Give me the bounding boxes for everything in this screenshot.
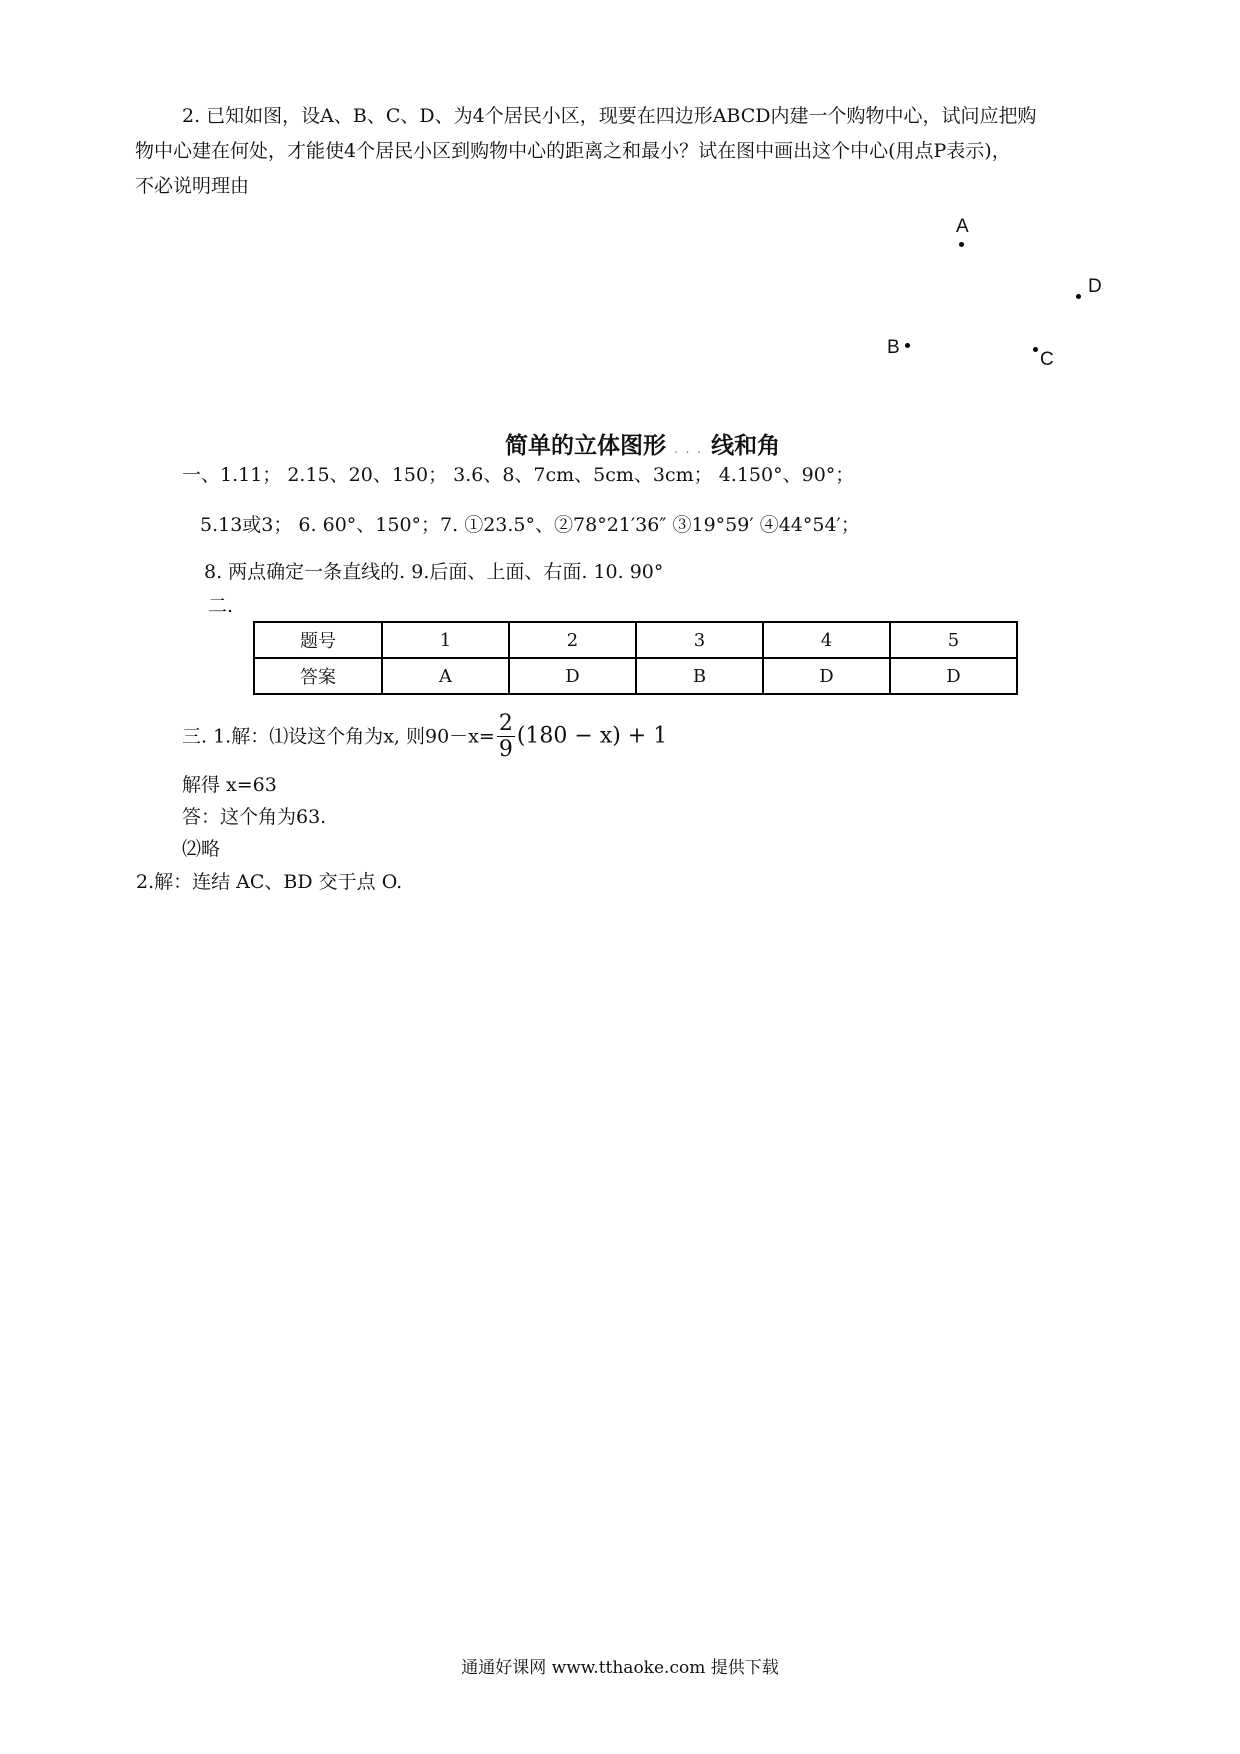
part2-label: 二. <box>208 595 234 617</box>
point-b-dot <box>905 343 910 348</box>
point-d-dot <box>1076 294 1081 299</box>
table-cell-answer: D <box>763 658 890 694</box>
part3-answer: 答：这个角为63. <box>182 806 327 828</box>
point-b-label: B <box>887 337 900 358</box>
section-title <box>505 427 780 460</box>
point-c-label: C <box>1040 349 1054 370</box>
part3-equation <box>182 712 667 763</box>
part3-q2: 2.解：连结 AC、BD 交于点 O. <box>136 871 403 893</box>
table-cell-number: 1 <box>382 622 509 658</box>
table-cell-number: 3 <box>636 622 763 658</box>
table-cell-number: 5 <box>890 622 1017 658</box>
section-title-part2: 线和角 <box>711 433 781 459</box>
table-row-answers <box>254 658 1017 694</box>
fraction <box>497 712 515 763</box>
point-c-dot <box>1033 347 1038 352</box>
table-cell-answer: D <box>509 658 636 694</box>
part3-equation-tail: (180 − x) + 1 <box>516 723 668 749</box>
table-header-answer: 答案 <box>254 658 382 694</box>
problem-line-1: 2. 已知如图，设A、B、C、D、为4个居民小区，现要在四边形ABCD内建一个购物中心，试问应把购 <box>182 105 1037 127</box>
problem-line-3: 不必说明理由 <box>135 175 250 197</box>
footer-text: 通通好课网 www.tthaoke.com 提供下载 <box>461 1658 779 1678</box>
title-dots: . . . <box>674 442 704 456</box>
table-row-numbers <box>254 622 1017 658</box>
section-title-part1: 简单的立体图形 <box>505 433 666 459</box>
point-a-label: A <box>956 216 969 237</box>
part3-lead: 三. 1.解：⑴设这个角为x, 则90－x= <box>182 725 495 748</box>
table-cell-number: 2 <box>509 622 636 658</box>
part3-solve: 解得 x=63 <box>182 774 277 796</box>
table-cell-answer: A <box>382 658 509 694</box>
problem-line-2: 物中心建在何处，才能使4个居民小区到购物中心的距离之和最小？试在图中画出这个中心(用点P表示)， <box>135 140 1011 162</box>
table-cell-number: 4 <box>763 622 890 658</box>
table-cell-answer: B <box>636 658 763 694</box>
fraction-denominator: 9 <box>498 737 513 762</box>
part1-row-1: 一、1.11； 2.15、20、150； 3.6、8、7cm、5cm、3cm； 4.150°、90°； <box>182 464 855 486</box>
answer-table <box>253 621 1018 695</box>
part3-sub2: ⑵略 <box>182 838 221 860</box>
table-cell-answer: D <box>890 658 1017 694</box>
fraction-numerator: 2 <box>498 711 513 736</box>
part1-row-3: 8. 两点确定一条直线的. 9.后面、上面、右面. 10. 90° <box>204 561 664 583</box>
point-d-label: D <box>1088 276 1102 297</box>
table-header-number: 题号 <box>254 622 382 658</box>
point-a-dot <box>959 242 964 247</box>
part1-row-2: 5.13或3； 6. 60°、150°；7. ①23.5°、②78°21′36″ ③19°59′ ④44°54′； <box>200 514 860 536</box>
